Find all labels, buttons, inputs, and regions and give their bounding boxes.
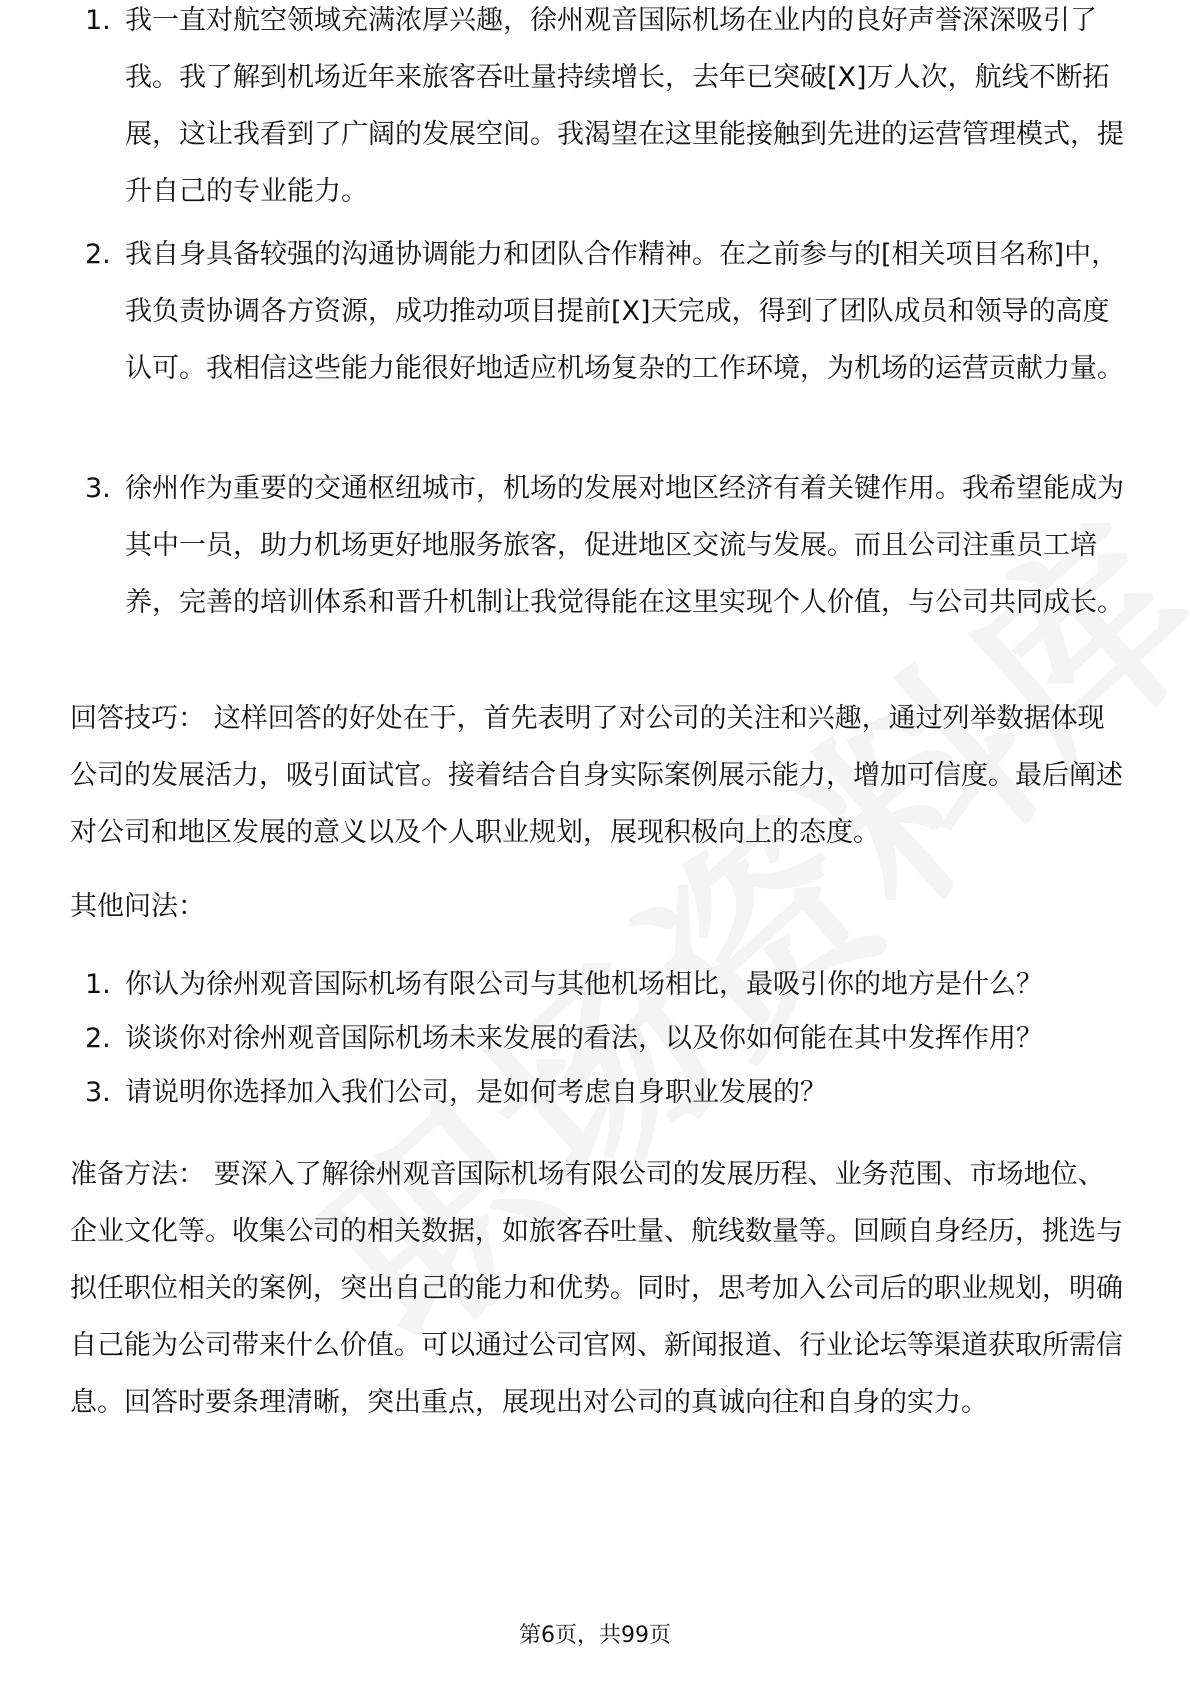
list-item-number: 2. bbox=[85, 1023, 111, 1054]
answer-tips: 回答技巧： 这样回答的好处在于，首先表明了对公司的关注和兴趣，通过列举数据体现公司的发展活力，吸引面试官。接着结合自身实际案例展示能力，增加可信度。最后阐述对公司和地区发展的意义以及个人职业规划，展现积极向上的态度。 bbox=[70, 703, 1123, 848]
other-questions-list bbox=[70, 960, 1130, 1118]
list-item-text: 徐州作为重要的交通枢纽城市，机场的发展对地区经济有着关键作用。我希望能成为其中一员，助力机场更好地服务旅客，促进地区交流与发展。而且公司注重员工培养，完善的培训体系和晋升机制让我觉得能在这里实现个人价值，与公司共同成长。 bbox=[125, 473, 1124, 618]
list-item-number: 1. bbox=[85, 969, 111, 1000]
list-item-number: 1. bbox=[85, 5, 111, 36]
list-item bbox=[70, 1014, 1130, 1064]
list-item-number: 2. bbox=[85, 239, 111, 270]
other-questions-heading: 其他问法： bbox=[70, 891, 205, 922]
answer-list bbox=[70, 0, 1130, 688]
list-item-text: 请说明你选择加入我们公司，是如何考虑自身职业发展的？ bbox=[125, 1077, 827, 1108]
list-item bbox=[70, 460, 1130, 688]
list-item-text: 我一直对航空领域充满浓厚兴趣，徐州观音国际机场在业内的良好声誉深深吸引了我。我了解到机场近年来旅客吞吐量持续增长，去年已突破[X]万人次，航线不断拓展，这让我看到了广阔的发展空间。我渴望在这里能接触到先进的运营管理模式，提升自己的专业能力。 bbox=[125, 5, 1124, 207]
list-item bbox=[70, 1068, 1130, 1118]
preparation-method: 准备方法： 要深入了解徐州观音国际机场有限公司的发展历程、业务范围、市场地位、企业文化等。收集公司的相关数据，如旅客吞吐量、航线数量等。回顾自身经历，挑选与拟任职位相关的案例，突出自己的能力和优势。同时，思考加入公司后的职业规划，明确自己能为公司带来什么价值。可以通过公司官网、新闻报道、行业论坛等渠道获取所需信息。回答时要条理清晰，突出重点，展现出对公司的真诚向往和自身的实力。 bbox=[70, 1159, 1123, 1418]
list-item-text: 你认为徐州观音国际机场有限公司与其他机场相比，最吸引你的地方是什么？ bbox=[125, 969, 1043, 1000]
list-item-number: 3. bbox=[85, 473, 111, 504]
page-number: 第6页，共99页 bbox=[519, 1623, 671, 1648]
list-item bbox=[70, 226, 1130, 454]
list-item bbox=[70, 960, 1130, 1010]
list-item bbox=[70, 0, 1130, 220]
list-item-text: 谈谈你对徐州观音国际机场未来发展的看法，以及你如何能在其中发挥作用？ bbox=[125, 1023, 1043, 1054]
list-item-number: 3. bbox=[85, 1077, 111, 1108]
list-item-text: 我自身具备较强的沟通协调能力和团队合作精神。在之前参与的[相关项目名称]中，我负责协调各方资源，成功推动项目提前[X]天完成，得到了团队成员和领导的高度认可。我相信这些能力能很好地适应机场复杂的工作环境，为机场的运营贡献力量。 bbox=[125, 239, 1124, 384]
